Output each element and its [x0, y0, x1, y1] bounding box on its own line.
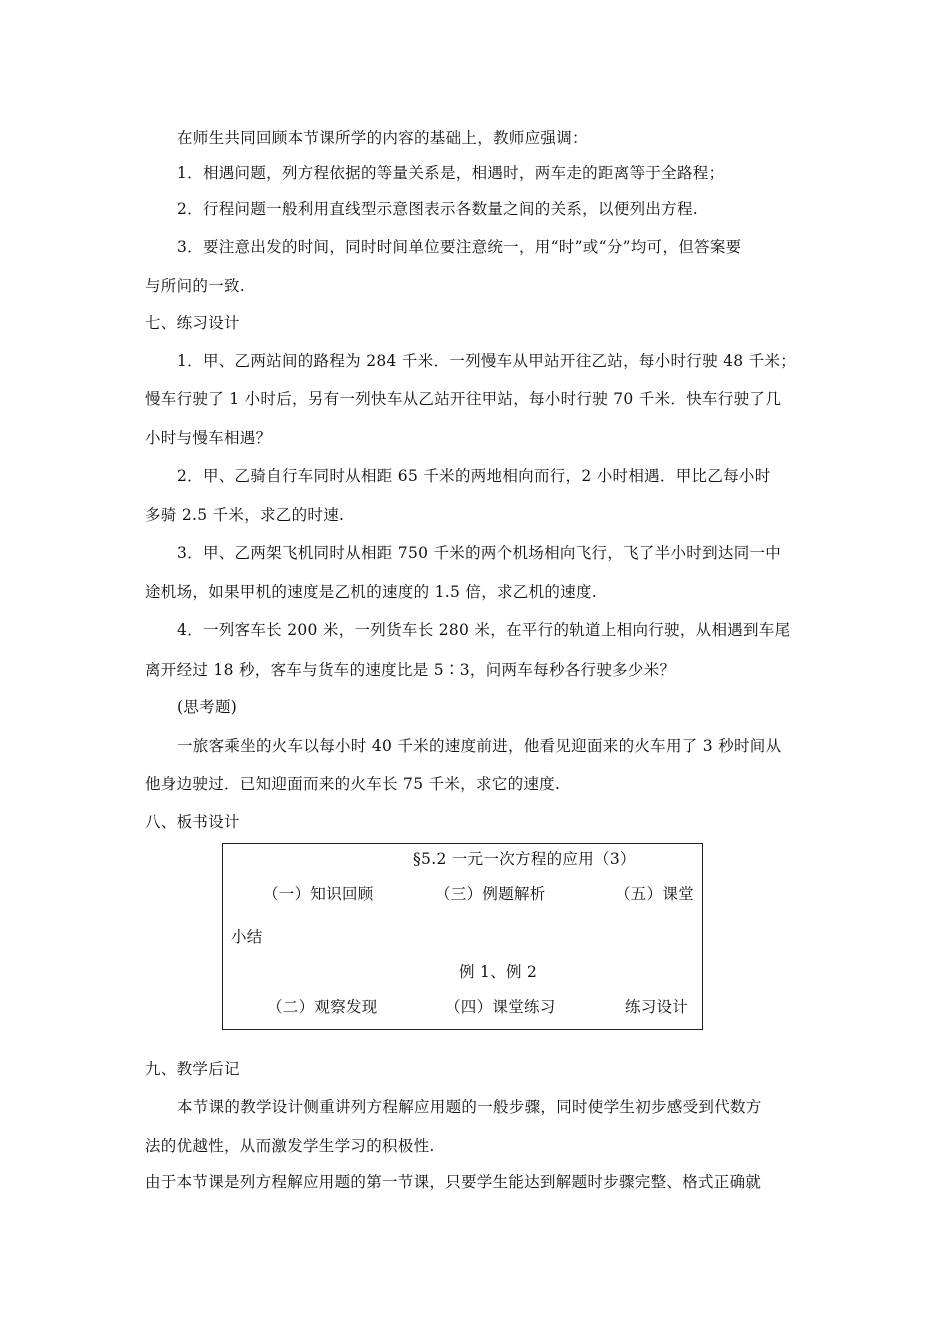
think-question-line-1: 一旅客乘坐的火车以每小时 40 千米的速度前进，他看见迎面来的火车用了 3 秒时间从 [177, 737, 782, 755]
board-item-5-cont: 小结 [231, 928, 263, 946]
summary-point-2: 2．行程问题一般利用直线型示意图表示各数量之间的关系，以便列出方程. [177, 200, 698, 218]
exercise-2-line-1: 2．甲、乙骑自行车同时从相距 65 千米的两地相向而行，2 小时相遇．甲比乙每小时 [177, 467, 771, 485]
board-item-1: （一）知识回顾 [263, 885, 374, 903]
postscript-p2: 由于本节课是列方程解应用题的第一节课，只要学生能达到解题时步骤完整、格式正确就 [145, 1173, 762, 1191]
board-practice: 练习设计 [625, 998, 689, 1016]
board-layout-box [222, 843, 703, 1030]
exercise-4-line-1: 4．一列客车长 200 米，一列货车长 280 米，在平行的轨道上相向行驶，从相遇到车尾 [177, 621, 791, 639]
board-item-4: （四）课堂练习 [445, 998, 556, 1016]
board-item-5: （五）课堂 [615, 885, 695, 903]
board-title: §5.2 一元一次方程的应用（3） [413, 850, 636, 868]
exercise-1-line-2: 慢车行驶了 1 小时后，另有一列快车从乙站开往甲站，每小时行驶 70 千米．快车行驶了几 [145, 390, 781, 408]
exercise-4-line-2: 离开经过 18 秒，客车与货车的速度比是 5∶3，问两车每秒各行驶多少米？ [145, 661, 676, 679]
postscript-p1-line-1: 本节课的教学设计侧重讲列方程解应用题的一般步骤，同时使学生初步感受到代数方 [177, 1098, 762, 1116]
exercises-heading: 七、练习设计 [145, 314, 240, 332]
postscript-heading: 九、教学后记 [145, 1060, 240, 1078]
exercise-3-line-1: 3．甲、乙两架飞机同时从相距 750 千米的两个机场相向飞行，飞了半小时到达同一中 [177, 544, 782, 562]
board-examples: 例 1、例 2 [459, 963, 538, 981]
think-question-line-2: 他身边驶过．已知迎面而来的火车长 75 千米，求它的速度. [145, 775, 561, 793]
think-label: (思考题) [177, 698, 238, 716]
board-item-2: （二）观察发现 [267, 998, 378, 1016]
board-item-3: （三）例题解析 [435, 885, 546, 903]
summary-point-3-line-2: 与所问的一致. [145, 277, 246, 295]
exercise-1-line-3: 小时与慢车相遇？ [145, 429, 272, 447]
exercise-3-line-2: 途机场，如果甲机的速度是乙机的速度的 1.5 倍，求乙机的速度. [145, 583, 598, 601]
summary-point-3-line-1: 3．要注意出发的时间，同时时间单位要注意统一，用“时”或“分”均可，但答案要 [177, 238, 742, 256]
exercise-2-line-2: 多骑 2.5 千米，求乙的时速. [145, 506, 345, 524]
summary-point-1: 1．相遇问题，列方程依据的等量关系是，相遇时，两车走的距离等于全路程； [177, 164, 725, 182]
exercise-1-line-1: 1．甲、乙两站间的路程为 284 千米．一列慢车从甲站开往乙站，每小时行驶 48 千米； [177, 352, 797, 370]
summary-intro: 在师生共同回顾本节课所学的内容的基础上，教师应强调： [177, 129, 588, 147]
board-heading: 八、板书设计 [145, 813, 240, 831]
postscript-p1-line-2: 法的优越性，从而激发学生学习的积极性. [145, 1137, 435, 1155]
